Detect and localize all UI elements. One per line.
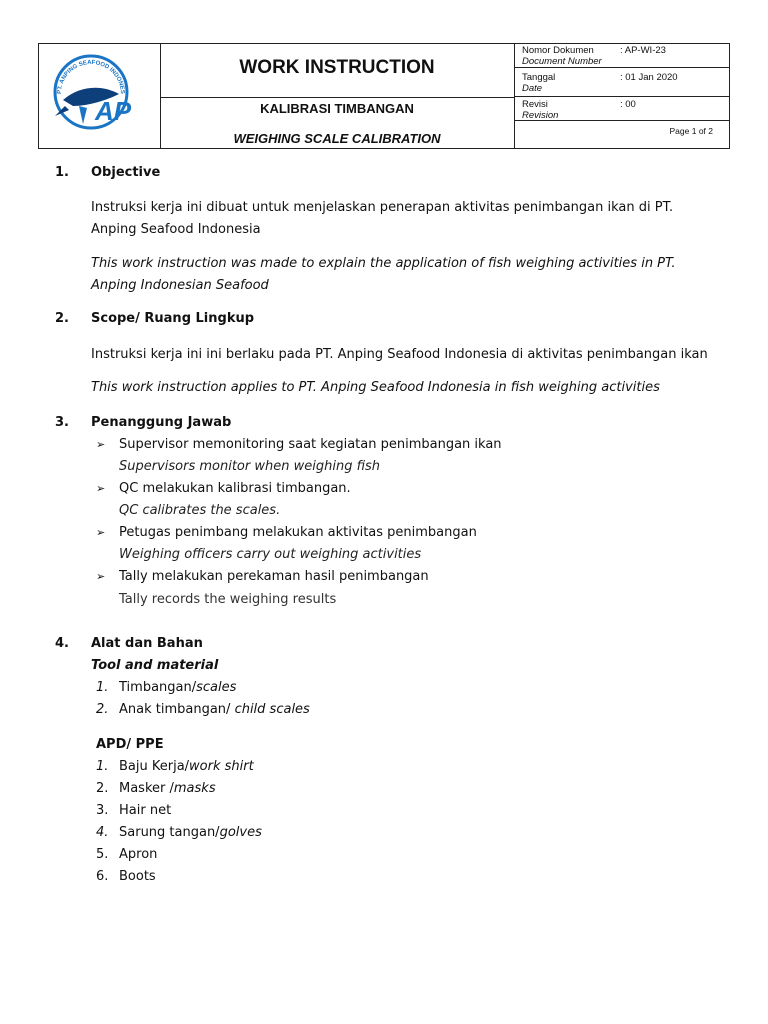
scope-text-id: Instruksi kerja ini ini berlaku pada PT. Anping Seafood Indonesia di aktivitas penimbangan ikan: [91, 347, 708, 362]
list-item: Petugas penimbang melakukan aktivitas penimbangan: [119, 525, 477, 540]
section-title-scope: Scope/ Ruang Lingkup: [91, 311, 255, 326]
list-number: 4.: [96, 825, 109, 840]
list-item-translation: Tally records the weighing results: [119, 592, 337, 607]
section-number: 4.: [55, 636, 69, 651]
list-item-translation: QC calibrates the scales.: [119, 503, 281, 518]
list-item: Sarung tangan/golves: [119, 825, 262, 840]
section-title-objective: Objective: [91, 165, 161, 180]
section-title-responsible: Penanggung Jawab: [91, 415, 232, 430]
scope-text-en: This work instruction applies to PT. Anping Seafood Indonesia in fish weighing activities: [91, 380, 660, 395]
document-subtitle: KALIBRASI TIMBANGAN: [260, 101, 414, 116]
doc-number-value: : AP-WI-23: [620, 45, 666, 56]
arrow-bullet-icon: ➢: [96, 526, 106, 539]
header-divider: [514, 67, 730, 68]
page-number: Page 1 of 2: [669, 126, 713, 136]
section-number: 1.: [55, 165, 69, 180]
list-number: 5.: [96, 847, 109, 862]
arrow-bullet-icon: ➢: [96, 570, 106, 583]
arrow-bullet-icon: ➢: [96, 438, 106, 451]
company-logo: [49, 50, 155, 142]
objective-text-en: This work instruction was made to explain the application of fish weighing activities in PT. Anping Indonesian Seafood: [91, 256, 676, 293]
doc-number-label: Nomor Dokumen Document Number: [522, 45, 602, 67]
ppe-title: APD/ PPE: [96, 737, 164, 752]
list-number: 2.: [96, 781, 109, 796]
list-item: Supervisor memonitoring saat kegiatan penimbangan ikan: [119, 437, 502, 452]
logo-mark: AP: [95, 96, 132, 126]
list-item: Hair net: [119, 803, 172, 818]
arrow-bullet-icon: ➢: [96, 482, 106, 495]
list-item: Anak timbangan/ child scales: [119, 702, 310, 717]
list-item: Boots: [119, 869, 156, 884]
revision-value: : 00: [620, 99, 636, 110]
list-item-translation: Supervisors monitor when weighing fish: [119, 459, 380, 474]
document-subtitle-english: WEIGHING SCALE CALIBRATION: [233, 131, 441, 146]
list-item-translation: Weighing officers carry out weighing activities: [119, 547, 422, 562]
section-number: 2.: [55, 311, 69, 326]
list-item: Baju Kerja/work shirt: [119, 759, 254, 774]
list-number: 1.: [96, 680, 109, 695]
section-number: 3.: [55, 415, 69, 430]
document-title: WORK INSTRUCTION: [239, 57, 435, 78]
revision-label: Revisi Revision: [522, 99, 559, 121]
list-item: Masker /masks: [119, 781, 216, 796]
header-divider: [514, 96, 730, 97]
objective-text-id: Instruksi kerja ini dibuat untuk menjelaskan penerapan aktivitas penimbangan ikan di PT. Anping Seafood Indonesia: [91, 200, 674, 237]
list-item: Apron: [119, 847, 158, 862]
date-value: : 01 Jan 2020: [620, 72, 678, 83]
list-item: Tally melakukan perekaman hasil penimbangan: [119, 569, 429, 584]
list-item: Timbangan/scales: [119, 680, 237, 695]
svg-text:PT. ANPING SEAFOOD INDONESIA: PT. ANPING SEAFOOD INDONES: [56, 59, 126, 95]
header-divider: [160, 97, 514, 98]
list-number: 6.: [96, 869, 109, 884]
section-subtitle-tools: Tool and material: [91, 658, 219, 673]
list-item: QC melakukan kalibrasi timbangan.: [119, 481, 351, 496]
list-number: 1.: [96, 759, 109, 774]
list-number: 2.: [96, 702, 109, 717]
date-label: Tanggal Date: [522, 72, 556, 94]
list-number: 3.: [96, 803, 109, 818]
document-header-table: [38, 43, 730, 149]
section-title-tools: Alat dan Bahan: [91, 636, 203, 651]
